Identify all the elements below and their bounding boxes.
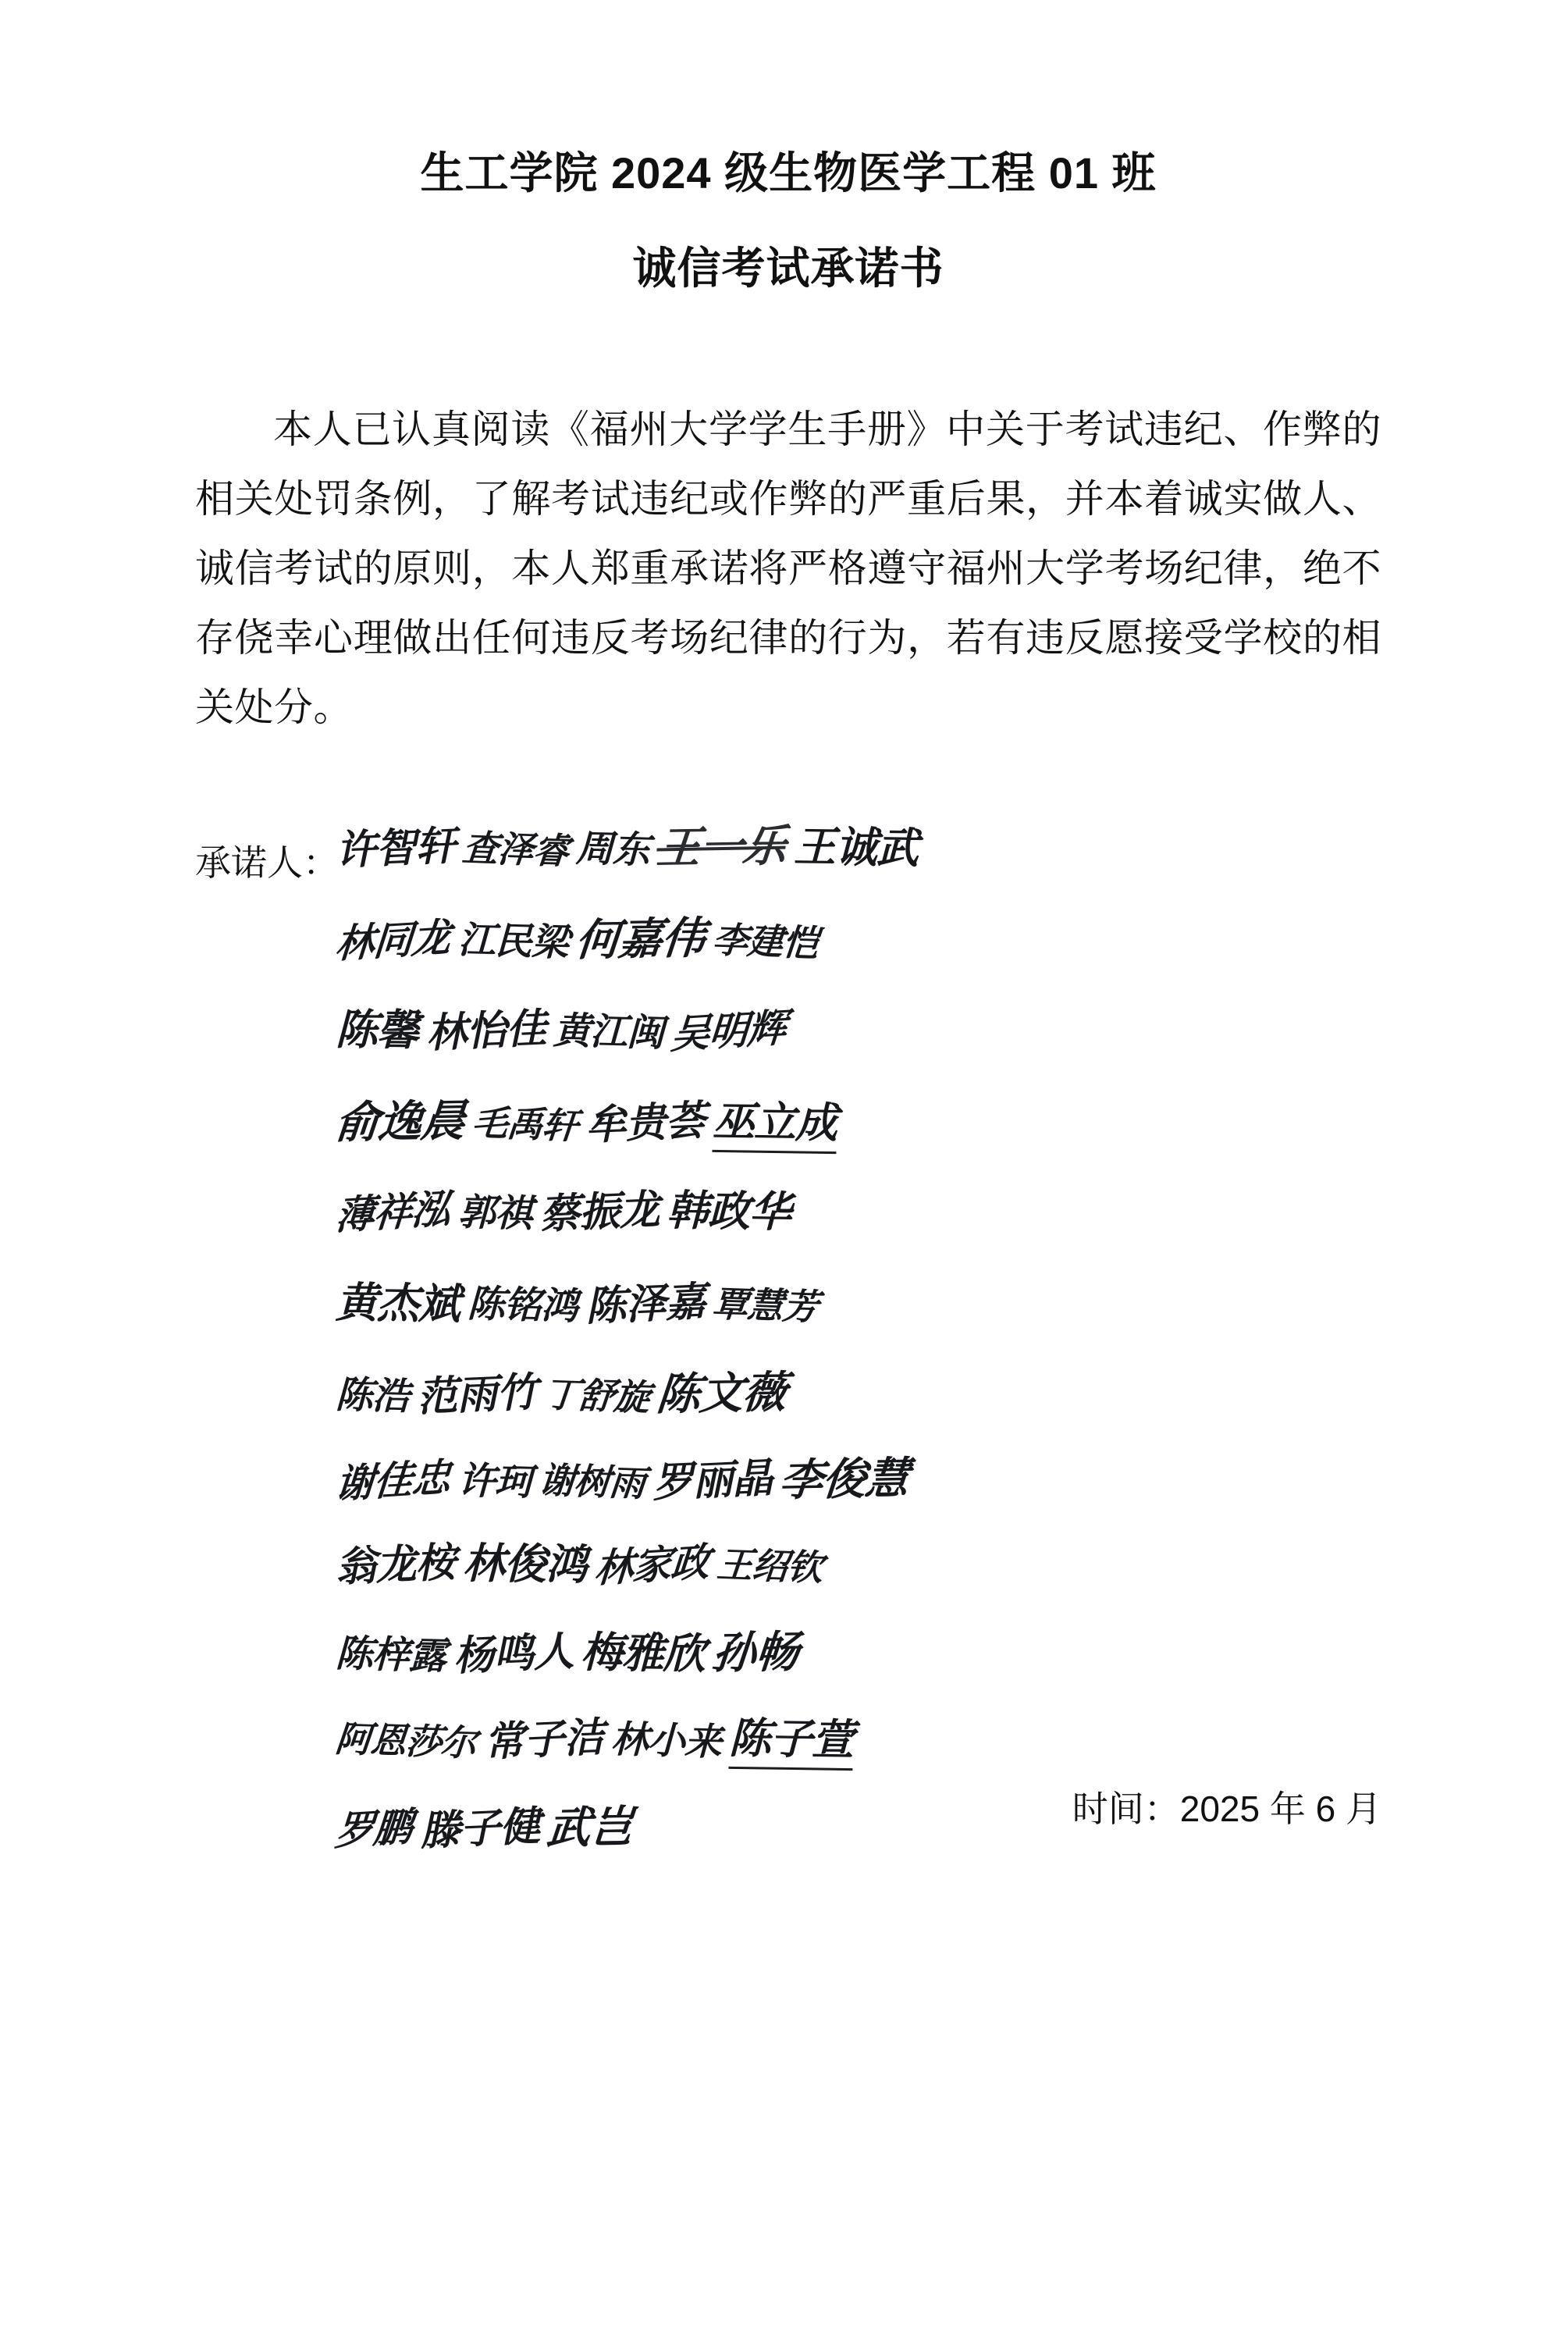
signature-row [333,1178,1381,1239]
signature-underlined: 巫立成 [712,1088,837,1154]
signature: 陈泽嘉 [584,1277,706,1331]
signature: 谢佳忠 [333,1454,452,1507]
pledge-paragraph: 本人已认真阅读《福州大学学生手册》中关于考试违纪、作弊的相关处罚条例，了解考试违纪或作弊的严重后果，并本着诚实做人、诚信考试的原则，本人郑重承诺将严格遵守福州大学考场纪律，绝不存侥幸心理做出任何违反考场纪律的行为，若有违反愿接受学校的相关处分。 [195,408,1381,729]
signature-area [195,813,1381,1890]
signature-row [336,1270,1381,1330]
signature: 陈浩 [335,1372,410,1419]
signature: 武岂 [544,1800,635,1855]
signature: 王绍钦 [715,1543,825,1589]
signature-row [336,997,1381,1057]
signature: 阿恩莎尔 [333,1717,478,1765]
signature: 谢树雨 [537,1458,647,1505]
signature-row [333,1706,1381,1770]
signature: 林俊鸿 [462,1537,588,1590]
signature: 蔡振龙 [538,1185,660,1239]
signature: 杨鸣人 [452,1627,574,1681]
signature: 梅雅欣 [580,1626,706,1679]
signature: 罗丽晶 [651,1454,773,1507]
signature: 罗鹏 [333,1803,414,1855]
signature: 陈铭鸿 [467,1282,578,1329]
title-block [195,141,1381,301]
signature: 林小来 [610,1717,722,1764]
signature: 査泽睿 [460,826,571,873]
signature: 李俊慧 [777,1452,911,1507]
signature: 常子洁 [482,1713,605,1767]
signature: 陈梓露 [335,1632,446,1678]
signature: 许智轩 [334,821,457,875]
signature-struck: 王一乐 [654,820,788,874]
signature: 郭祺 [457,1190,532,1237]
signature-underlined: 陈子萱 [728,1705,853,1771]
page-title: 生工学院 2024 级生物医学工程 01 班 [420,148,1157,198]
signature: 丁舒旋 [542,1372,652,1419]
signature: 周东 [575,826,650,873]
signature: 薄祥泓 [333,1185,452,1239]
signature-row [336,1618,1381,1681]
signature: 林家政 [592,1538,711,1592]
signature-label: 承诺人： [195,842,339,883]
signature: 许珂 [457,1458,532,1505]
page-subtitle: 诚信考试承诺书 [632,244,944,293]
signature: 陈文薇 [654,1366,788,1421]
signature-row [336,1359,1381,1422]
signature: 滕子健 [418,1802,541,1856]
signature-row [336,813,1381,875]
signature: 王诚武 [793,820,919,874]
signature: 翁龙桉 [334,1538,457,1592]
date-line: 时间：2025 年 6 月 [1072,1789,1381,1829]
signature: 李建恺 [710,918,820,965]
signature: 黄杰斌 [335,1276,460,1329]
signature: 范雨竹 [415,1368,538,1422]
signature: 吴明辉 [669,1004,788,1058]
signature-row [336,1531,1381,1591]
signature: 林怡佳 [425,1004,547,1058]
signature: 陈馨 [335,1004,419,1055]
signature: 覃慧芳 [710,1282,820,1329]
signature-row [333,905,1381,967]
signature: 俞逸晨 [332,1094,467,1149]
signature: 何嘉伟 [573,912,707,966]
document-body [195,141,1381,1890]
signature: 毛禹轩 [470,1101,580,1148]
signature-row [332,1087,1381,1153]
signature-row [333,1445,1381,1507]
signature: 林同龙 [333,913,452,967]
signature: 黄江闽 [553,1009,664,1055]
signature: 韩政华 [666,1184,791,1237]
signature: 江民梁 [457,918,569,965]
signature: 牟贵荟 [584,1096,706,1150]
signature: 孙畅 [709,1625,801,1680]
